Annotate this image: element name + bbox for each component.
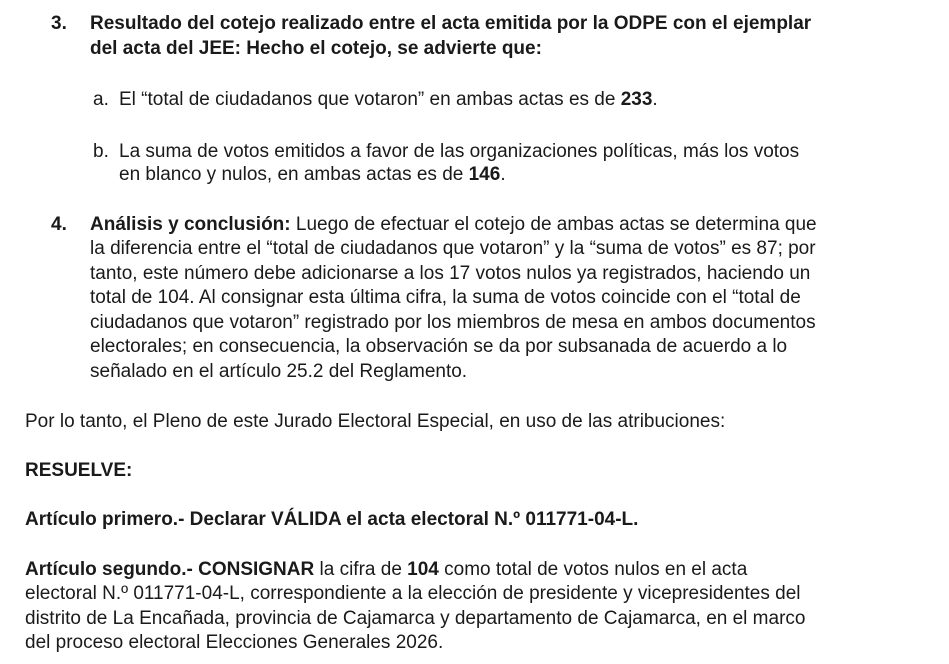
section-4-line-2: la diferencia entre el “total de ciudadanos que votaron” y la “suma de votos” es 87; por: [90, 238, 816, 259]
articulo-segundo-line-1-mid: la cifra de: [314, 559, 408, 580]
articulo-primero: Artículo primero.- Declarar VÁLIDA el acta electoral N.º 011771-04-L.: [25, 509, 639, 530]
section-3-heading-line-2: del acta del JEE: Hecho el cotejo, se advierte que:: [90, 38, 542, 59]
articulo-segundo-line-2: electoral N.º 011771-04-L, correspondiente a la elección de presidente y vicepresidentes del: [25, 583, 801, 604]
section-4-line-1: [90, 213, 817, 237]
item-a-text: [119, 88, 658, 112]
section-4-line-7: señalado en el artículo 25.2 del Reglamento.: [90, 361, 468, 382]
item-b-value: 146: [468, 164, 501, 185]
section-3-heading-line-1: Resultado del cotejo realizado entre el acta emitida por la ODPE con el ejemplar: [90, 13, 812, 34]
item-b-letter: b.: [93, 141, 109, 162]
item-b-line-2: [119, 163, 506, 187]
section-4-line-5: ciudadanos que votaron” registrado por los miembros de mesa en ambos documentos: [90, 312, 816, 333]
section-4-heading: Análisis y conclusión:: [90, 214, 291, 235]
articulo-segundo-value: 104: [407, 559, 439, 580]
articulo-segundo-label: Artículo segundo.- CONSIGNAR: [25, 559, 315, 580]
section-4-number: 4.: [51, 214, 67, 235]
section-3-number: 3.: [51, 13, 67, 34]
por-lo-tanto-paragraph: Por lo tanto, el Pleno de este Jurado Electoral Especial, en uso de las atribuciones:: [25, 411, 726, 432]
item-b-line-2-before: en blanco y nulos, en ambas actas es de: [119, 164, 469, 185]
section-4-line-4: total de 104. Al consignar esta última cifra, la suma de votos coincide con el “total de: [90, 287, 801, 308]
section-4-line-3: tanto, este número debe adicionarse a los 17 votos nulos ya registrados, haciendo un: [90, 263, 811, 284]
item-a-value: 233: [620, 89, 653, 110]
articulo-segundo-line-1-end: como total de votos nulos en el acta: [438, 559, 748, 580]
section-4-line-6: electorales; en consecuencia, la observación se da por subsanada de acuerdo a lo: [90, 336, 788, 357]
resuelve-heading: RESUELVE:: [25, 460, 133, 481]
articulo-segundo-line-4: del proceso electoral Elecciones Generales 2026.: [25, 632, 444, 653]
item-b-line-2-after: .: [500, 164, 506, 185]
item-b-line-1: La suma de votos emitidos a favor de las organizaciones políticas, más los votos: [119, 141, 800, 162]
item-a-text-after: .: [652, 89, 658, 110]
item-a-letter: a.: [93, 89, 109, 110]
section-4-line-1-rest: Luego de efectuar el cotejo de ambas actas se determina que: [290, 214, 817, 235]
item-a-text-before: El “total de ciudadanos que votaron” en ambas actas es de: [119, 89, 621, 110]
articulo-segundo-line-1: [25, 558, 747, 582]
articulo-segundo-line-3: distrito de La Encañada, provincia de Cajamarca y departamento de Cajamarca, en el marco: [25, 608, 806, 629]
